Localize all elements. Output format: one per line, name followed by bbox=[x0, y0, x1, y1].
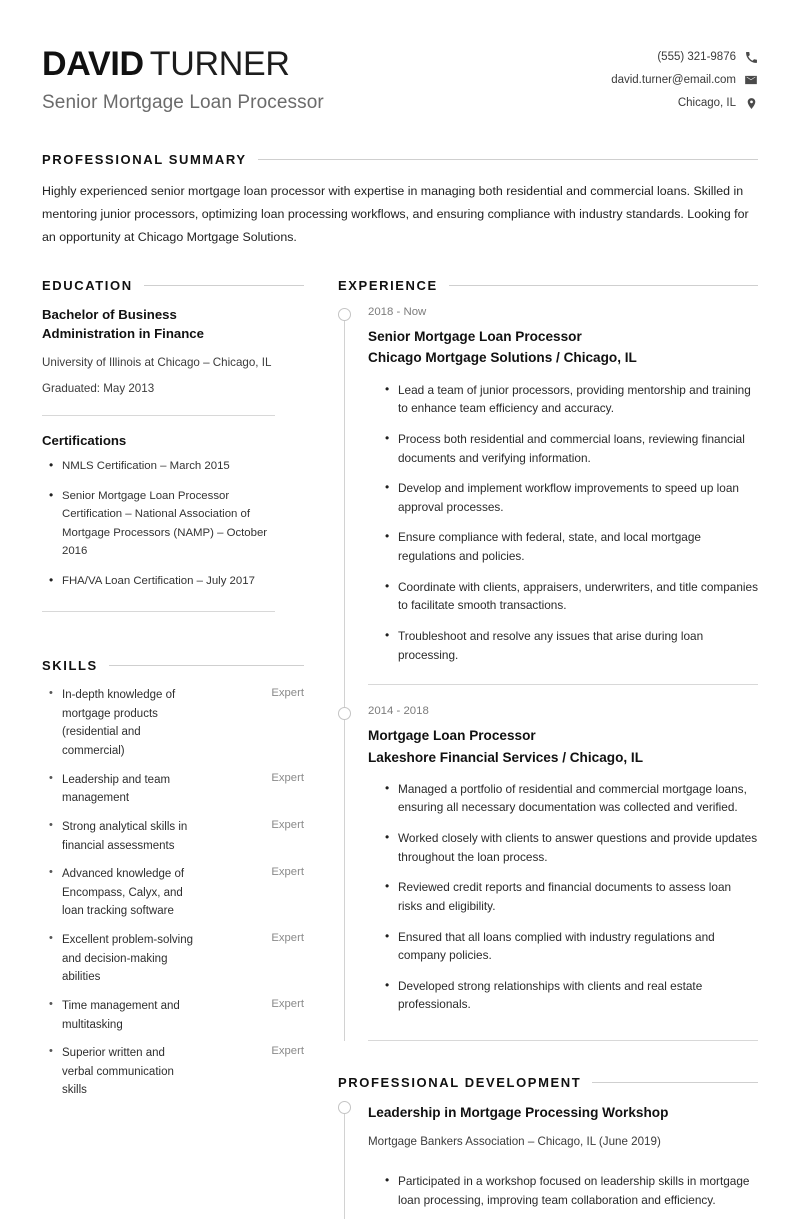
job-title-headline: Senior Mortgage Loan Processor bbox=[42, 92, 324, 114]
skills-list bbox=[42, 686, 304, 1100]
contact-phone-text: (555) 321-9876 bbox=[657, 51, 736, 63]
list-item: • Ensured that all loans complied with industry regulations and company policies. bbox=[384, 928, 758, 965]
professional-development-section bbox=[338, 1075, 758, 1209]
first-name: DAVID bbox=[42, 45, 144, 83]
phone-icon bbox=[744, 50, 758, 64]
skill-name: • Advanced knowledge of Encompass, Calyx, and loan tracking software bbox=[42, 865, 194, 921]
summary-heading: PROFESSIONAL SUMMARY bbox=[42, 152, 247, 168]
email-icon bbox=[744, 73, 758, 87]
list-item bbox=[42, 865, 304, 921]
experience-section-header bbox=[338, 278, 758, 293]
body-columns bbox=[42, 278, 758, 1209]
list-item: • NMLS Certification – March 2015 bbox=[42, 457, 282, 475]
skill-name: • Excellent problem-solving and decision-making abilities bbox=[42, 931, 194, 987]
right-column bbox=[338, 278, 758, 1209]
skills-section bbox=[42, 658, 304, 1100]
certifications-list bbox=[42, 457, 304, 590]
header-rule bbox=[258, 159, 758, 160]
list-item: • Lead a team of junior processors, providing mentorship and training to enhance team efficiency and accuracy. bbox=[384, 381, 758, 418]
certifications-heading: Certifications bbox=[42, 433, 127, 449]
resume-header bbox=[42, 40, 758, 114]
professional-development-timeline bbox=[338, 1103, 758, 1209]
summary-section-header bbox=[42, 152, 758, 167]
skill-level: Expert bbox=[271, 932, 304, 945]
contact-phone[interactable] bbox=[657, 50, 758, 64]
timeline-marker-icon bbox=[338, 1101, 351, 1114]
timeline-axis-line bbox=[344, 1107, 345, 1219]
skill-level: Expert bbox=[271, 818, 304, 831]
experience-bullets bbox=[368, 780, 758, 1014]
skill-level: Expert bbox=[271, 687, 304, 700]
skills-section-header bbox=[42, 658, 304, 673]
skill-name: • Time management and multitasking bbox=[42, 997, 194, 1034]
education-school: University of Illinois at Chicago – Chicago, IL bbox=[42, 355, 272, 369]
identity-block bbox=[42, 44, 324, 114]
list-item: • Developed strong relationships with clients and real estate professionals. bbox=[384, 977, 758, 1014]
list-item bbox=[42, 818, 304, 855]
contact-block bbox=[611, 44, 758, 110]
education-section-header bbox=[42, 278, 304, 293]
timeline-marker-icon bbox=[338, 308, 351, 321]
list-item: • Senior Mortgage Loan Processor Certification – National Association of Mortgage Processors (NAMP) – October 2016 bbox=[42, 487, 282, 561]
list-item: • Participated in a workshop focused on leadership skills in mortgage loan processing, improving team collaboration and efficiency. bbox=[384, 1172, 758, 1209]
skill-level: Expert bbox=[271, 771, 304, 784]
location-pin-icon bbox=[744, 96, 758, 110]
list-item bbox=[42, 771, 304, 808]
list-item bbox=[42, 997, 304, 1034]
education-section bbox=[42, 278, 304, 612]
skill-name: • Strong analytical skills in financial assessments bbox=[42, 818, 194, 855]
list-item: • FHA/VA Loan Certification – July 2017 bbox=[42, 572, 282, 590]
skill-level: Expert bbox=[271, 866, 304, 879]
contact-email-text: david.turner@email.com bbox=[611, 74, 736, 86]
list-item: • Worked closely with clients to answer questions and provide updates throughout the loan process. bbox=[384, 829, 758, 866]
skills-heading: SKILLS bbox=[42, 658, 98, 674]
list-item: • Develop and implement workflow improvements to speed up loan approval processes. bbox=[384, 479, 758, 516]
skill-level: Expert bbox=[271, 1045, 304, 1058]
professional-development-title: Leadership in Mortgage Processing Workshop bbox=[368, 1105, 669, 1121]
professional-summary-section bbox=[42, 152, 758, 248]
timeline-marker-icon bbox=[338, 707, 351, 720]
header-rule bbox=[449, 285, 758, 286]
list-item: • Process both residential and commercial loans, reviewing financial documents and verifying information. bbox=[384, 430, 758, 467]
last-name: TURNER bbox=[149, 45, 290, 83]
timeline-axis-line bbox=[344, 315, 345, 1041]
experience-section bbox=[338, 278, 758, 1041]
header-rule bbox=[144, 285, 304, 286]
skill-name: • In-depth knowledge of mortgage products (residential and commercial) bbox=[42, 686, 194, 761]
education-degree: Bachelor of Business Administration in Finance bbox=[42, 307, 204, 341]
list-item: • Coordinate with clients, appraisers, underwriters, and title companies to facilitate smooth transactions. bbox=[384, 578, 758, 615]
list-item: • Ensure compliance with federal, state, and local mortgage regulations and policies. bbox=[384, 528, 758, 565]
education-heading: EDUCATION bbox=[42, 278, 133, 294]
experience-timeline bbox=[338, 306, 758, 1041]
skill-level: Expert bbox=[271, 997, 304, 1010]
list-item: • Managed a portfolio of residential and commercial mortgage loans, ensuring all necessary documentation was collected and verified. bbox=[384, 780, 758, 817]
professional-development-entry bbox=[368, 1103, 758, 1209]
professional-development-section-header bbox=[338, 1075, 758, 1090]
skill-name: • Superior written and verbal communication skills bbox=[42, 1044, 194, 1100]
contact-location-text: Chicago, IL bbox=[677, 97, 736, 109]
experience-heading: EXPERIENCE bbox=[338, 278, 438, 294]
experience-bullets bbox=[368, 381, 758, 665]
section-divider bbox=[42, 611, 275, 612]
entry-divider bbox=[368, 684, 758, 685]
education-graduation-date: Graduated: May 2013 bbox=[42, 381, 155, 395]
contact-location[interactable] bbox=[678, 96, 758, 110]
professional-development-heading: PROFESSIONAL DEVELOPMENT bbox=[338, 1075, 582, 1091]
list-item bbox=[42, 686, 304, 761]
list-item bbox=[42, 1044, 304, 1100]
experience-organization: Chicago Mortgage Solutions / Chicago, IL bbox=[368, 350, 637, 366]
skill-name: • Leadership and team management bbox=[42, 771, 194, 808]
header-rule bbox=[592, 1082, 758, 1083]
professional-development-bullets bbox=[368, 1172, 758, 1209]
experience-role: Senior Mortgage Loan Processor bbox=[368, 329, 582, 345]
list-item bbox=[42, 931, 304, 987]
experience-date-range: 2018 - Now bbox=[368, 306, 427, 319]
professional-development-meta: Mortgage Bankers Association – Chicago, IL (June 2019) bbox=[368, 1135, 661, 1149]
experience-date-range: 2014 - 2018 bbox=[368, 705, 429, 718]
list-item: • Reviewed credit reports and financial documents to assess loan risks and eligibility. bbox=[384, 878, 758, 915]
list-item: • Troubleshoot and resolve any issues that arise during loan processing. bbox=[384, 627, 758, 664]
experience-entry bbox=[368, 306, 758, 664]
header-rule bbox=[109, 665, 304, 666]
left-column bbox=[42, 278, 304, 1100]
experience-entry bbox=[368, 705, 758, 1014]
experience-role: Mortgage Loan Processor bbox=[368, 728, 536, 744]
contact-email[interactable] bbox=[611, 73, 758, 87]
entry-divider bbox=[368, 1040, 758, 1041]
section-divider bbox=[42, 415, 275, 416]
experience-organization: Lakeshore Financial Services / Chicago, IL bbox=[368, 749, 644, 765]
summary-text: Highly experienced senior mortgage loan processor with expertise in managing both residential and commercial loans. Skilled in mentoring junior processors, optimizing loan processing workflows, and ensuring compliance with industry standards. Looking for an opportunity at Chicago Mortgage Solutions. bbox=[42, 184, 749, 244]
candidate-name bbox=[42, 46, 324, 83]
